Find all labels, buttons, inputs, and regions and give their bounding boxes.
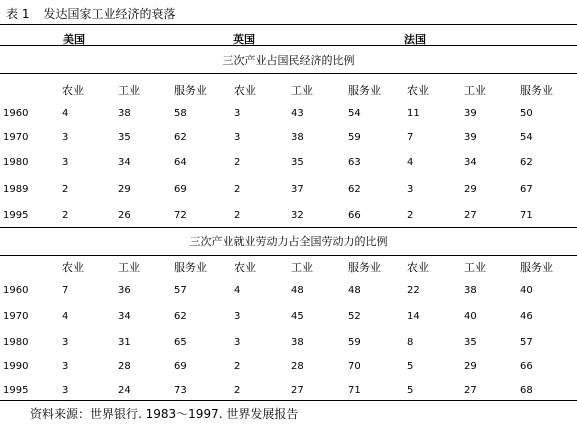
table-cell: 37: [291, 184, 304, 195]
table-cell: 48: [348, 285, 361, 296]
country-header: 法国: [404, 33, 426, 46]
table-cell: 8: [407, 337, 414, 348]
row-year: 1960: [3, 285, 29, 296]
table-cell: 62: [348, 184, 361, 195]
table-cell: 2: [234, 157, 241, 168]
column-header: 服务业: [348, 261, 381, 274]
table-cell: 39: [464, 132, 477, 143]
table-rule: [0, 227, 577, 228]
table-cell: 3: [62, 157, 69, 168]
column-header: 服务业: [348, 84, 381, 97]
table-cell: 66: [348, 210, 361, 221]
table-cell: 3: [407, 184, 414, 195]
table-rule: [0, 73, 577, 74]
table-cell: 63: [348, 157, 361, 168]
column-header: 农业: [234, 84, 256, 97]
table-cell: 5: [407, 385, 414, 396]
table-cell: 52: [348, 311, 361, 322]
table-cell: 4: [62, 311, 69, 322]
row-year: 1990: [3, 361, 29, 372]
table-cell: 35: [464, 337, 477, 348]
table-cell: 39: [464, 108, 477, 119]
table-cell: 29: [464, 184, 477, 195]
table-cell: 29: [118, 184, 131, 195]
table-cell: 38: [464, 285, 477, 296]
table-cell: 2: [234, 210, 241, 221]
table-cell: 38: [291, 132, 304, 143]
table-cell: 66: [520, 361, 533, 372]
table-cell: 3: [234, 311, 241, 322]
table-cell: 46: [520, 311, 533, 322]
table-cell: 69: [174, 184, 187, 195]
column-header: 农业: [62, 84, 84, 97]
table-cell: 24: [118, 385, 131, 396]
column-header: 农业: [407, 84, 429, 97]
column-header: 工业: [118, 261, 140, 274]
table-cell: 3: [234, 337, 241, 348]
table-cell: 22: [407, 285, 420, 296]
table-cell: 3: [62, 132, 69, 143]
table-cell: 59: [348, 132, 361, 143]
table-cell: 34: [464, 157, 477, 168]
table-cell: 2: [62, 184, 69, 195]
table-cell: 11: [407, 108, 420, 119]
table-cell: 4: [234, 285, 241, 296]
table-cell: 69: [174, 361, 187, 372]
row-year: 1995: [3, 385, 29, 396]
table-cell: 2: [407, 210, 414, 221]
table-cell: 27: [464, 385, 477, 396]
table-cell: 62: [174, 132, 187, 143]
column-header: 农业: [407, 261, 429, 274]
column-header: 工业: [464, 84, 486, 97]
table-cell: 26: [118, 210, 131, 221]
table-cell: 3: [62, 361, 69, 372]
table-cell: 62: [174, 311, 187, 322]
table-cell: 14: [407, 311, 420, 322]
column-header: 农业: [62, 261, 84, 274]
table-cell: 45: [291, 311, 304, 322]
table-rule: [0, 400, 577, 401]
column-header: 服务业: [520, 84, 553, 97]
row-year: 1980: [3, 157, 29, 168]
table-cell: 35: [291, 157, 304, 168]
country-header: 美国: [63, 33, 85, 46]
table-cell: 71: [348, 385, 361, 396]
table-number: 表 1: [6, 7, 30, 21]
row-year: 1970: [3, 132, 29, 143]
table-cell: 28: [118, 361, 131, 372]
table-cell: 50: [520, 108, 533, 119]
table-cell: 64: [174, 157, 187, 168]
country-header: 英国: [233, 33, 255, 46]
table-cell: 36: [118, 285, 131, 296]
table-cell: 57: [520, 337, 533, 348]
table-cell: 3: [234, 132, 241, 143]
column-header: 工业: [118, 84, 140, 97]
table-cell: 32: [291, 210, 304, 221]
table-caption: [6, 5, 175, 22]
table-cell: 4: [62, 108, 69, 119]
table-cell: 2: [234, 184, 241, 195]
table-cell: 62: [520, 157, 533, 168]
table-cell: 2: [234, 361, 241, 372]
table-cell: 29: [464, 361, 477, 372]
table-cell: 38: [118, 108, 131, 119]
section-title: 三次产业就业劳动力占全国劳动力的比例: [189, 235, 388, 248]
table-cell: 7: [62, 285, 69, 296]
table-cell: 5: [407, 361, 414, 372]
table-cell: 2: [62, 210, 69, 221]
table-cell: 28: [291, 361, 304, 372]
row-year: 1989: [3, 184, 29, 195]
section-title: 三次产业占国民经济的比例: [222, 54, 355, 67]
table-cell: 71: [520, 210, 533, 221]
table-cell: 3: [62, 337, 69, 348]
table-cell: 40: [464, 311, 477, 322]
table-cell: 35: [118, 132, 131, 143]
row-year: 1960: [3, 108, 29, 119]
table-cell: 72: [174, 210, 187, 221]
row-year: 1995: [3, 210, 29, 221]
table-cell: 3: [234, 108, 241, 119]
column-header: 农业: [234, 261, 256, 274]
column-header: 服务业: [520, 261, 553, 274]
column-header: 服务业: [174, 84, 207, 97]
table-cell: 70: [348, 361, 361, 372]
row-year: 1970: [3, 311, 29, 322]
table-cell: 68: [520, 385, 533, 396]
column-header: 工业: [291, 84, 313, 97]
table-cell: 3: [62, 385, 69, 396]
table-cell: 54: [520, 132, 533, 143]
table-rule: [0, 24, 577, 25]
table-cell: 7: [407, 132, 414, 143]
table-cell: 38: [291, 337, 304, 348]
table-cell: 73: [174, 385, 187, 396]
table-cell: 58: [174, 108, 187, 119]
source-note: 资料来源：世界银行. 1983～1997. 世界发展报告: [30, 407, 299, 421]
table-cell: 27: [464, 210, 477, 221]
column-header: 服务业: [174, 261, 207, 274]
column-header: 工业: [464, 261, 486, 274]
column-header: 工业: [291, 261, 313, 274]
table-cell: 34: [118, 157, 131, 168]
table-title: 发达国家工业经济的衰落: [43, 7, 176, 21]
table-cell: 67: [520, 184, 533, 195]
table-rule: [0, 45, 577, 46]
table-cell: 54: [348, 108, 361, 119]
table-cell: 48: [291, 285, 304, 296]
table-cell: 27: [291, 385, 304, 396]
table-cell: 43: [291, 108, 304, 119]
table-cell: 34: [118, 311, 131, 322]
table-cell: 59: [348, 337, 361, 348]
table-cell: 65: [174, 337, 187, 348]
table-cell: 31: [118, 337, 131, 348]
table-cell: 40: [520, 285, 533, 296]
table-cell: 57: [174, 285, 187, 296]
table-rule: [0, 255, 577, 256]
table-cell: 4: [407, 157, 414, 168]
table-cell: 2: [234, 385, 241, 396]
row-year: 1980: [3, 337, 29, 348]
